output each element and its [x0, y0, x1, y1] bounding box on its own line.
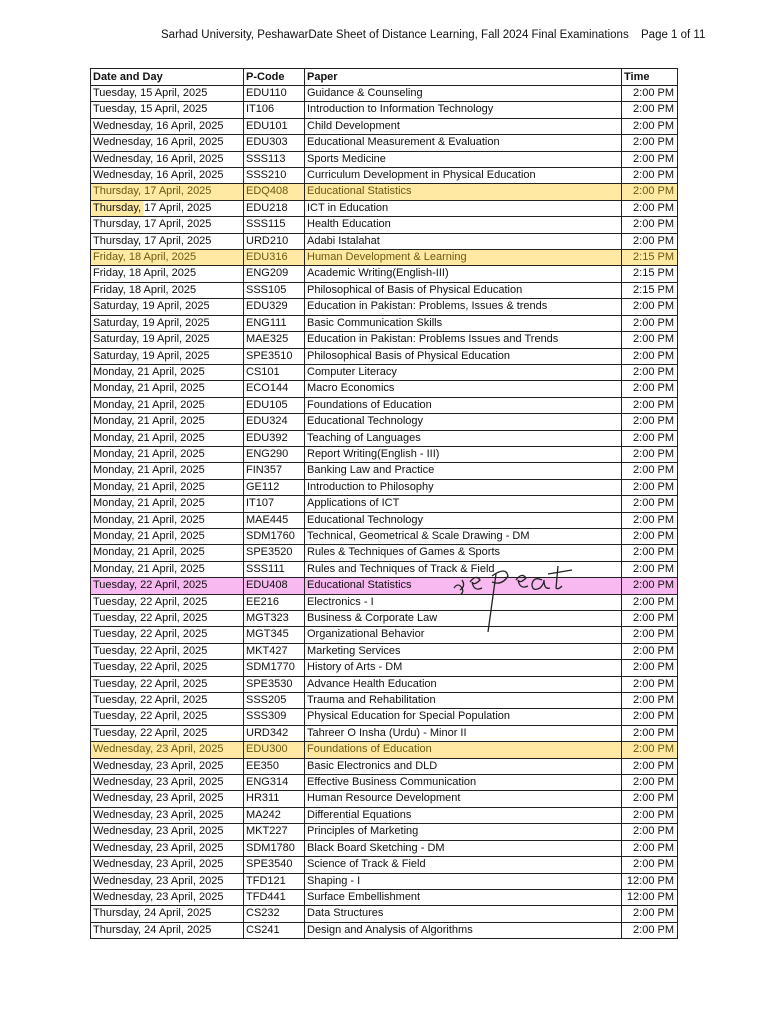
cell-paper: History of Arts - DM	[305, 660, 622, 676]
cell-pcode: SPE3530	[244, 676, 305, 692]
table-row	[91, 184, 678, 200]
table-row	[91, 578, 678, 594]
cell-time: 2:00 PM	[622, 496, 678, 512]
table-row	[91, 906, 678, 922]
cell-time: 2:00 PM	[622, 512, 678, 528]
table-row	[91, 102, 678, 118]
table-row	[91, 545, 678, 561]
table-row	[91, 742, 678, 758]
cell-paper: Educational Technology	[305, 414, 622, 430]
cell-pcode: MKT427	[244, 643, 305, 659]
cell-pcode: SSS210	[244, 168, 305, 184]
cell-pcode: URD210	[244, 233, 305, 249]
cell-pcode: SSS111	[244, 561, 305, 577]
cell-time: 2:00 PM	[622, 676, 678, 692]
cell-pcode: SSS309	[244, 709, 305, 725]
cell-pcode: ENG209	[244, 266, 305, 282]
table-row	[91, 528, 678, 544]
table-row	[91, 315, 678, 331]
table-row	[91, 791, 678, 807]
table-row	[91, 758, 678, 774]
cell-paper: Introduction to Information Technology	[305, 102, 622, 118]
cell-date: Thursday, 17 April, 2025	[91, 184, 244, 200]
cell-paper: Educational Technology	[305, 512, 622, 528]
cell-paper: Physical Education for Special Population	[305, 709, 622, 725]
cell-time: 2:00 PM	[622, 709, 678, 725]
cell-pcode: HR311	[244, 791, 305, 807]
cell-date: Tuesday, 15 April, 2025	[91, 86, 244, 102]
cell-date: Thursday, 17 April, 2025	[91, 217, 244, 233]
cell-pcode: EDU300	[244, 742, 305, 758]
cell-pcode: EE216	[244, 594, 305, 610]
cell-time: 2:00 PM	[622, 611, 678, 627]
cell-pcode: IT106	[244, 102, 305, 118]
cell-pcode: TFD441	[244, 889, 305, 905]
cell-time: 2:00 PM	[622, 545, 678, 561]
table-row	[91, 561, 678, 577]
table-row	[91, 824, 678, 840]
cell-time: 2:00 PM	[622, 414, 678, 430]
cell-time: 2:00 PM	[622, 725, 678, 741]
cell-date: Tuesday, 22 April, 2025	[91, 643, 244, 659]
cell-time: 2:00 PM	[622, 102, 678, 118]
cell-pcode: EDU218	[244, 200, 305, 216]
cell-time: 2:00 PM	[622, 807, 678, 823]
cell-pcode: MA242	[244, 807, 305, 823]
cell-paper: Macro Economics	[305, 381, 622, 397]
table-row	[91, 840, 678, 856]
cell-date: Wednesday, 23 April, 2025	[91, 873, 244, 889]
cell-pcode: SDM1770	[244, 660, 305, 676]
cell-date: Wednesday, 16 April, 2025	[91, 151, 244, 167]
cell-paper: Basic Communication Skills	[305, 315, 622, 331]
cell-date: Wednesday, 23 April, 2025	[91, 807, 244, 823]
cell-paper: Effective Business Communication	[305, 775, 622, 791]
table-row	[91, 118, 678, 134]
cell-date: Wednesday, 16 April, 2025	[91, 118, 244, 134]
cell-paper: Organizational Behavior	[305, 627, 622, 643]
cell-date: Wednesday, 23 April, 2025	[91, 824, 244, 840]
table-row	[91, 627, 678, 643]
cell-date: Tuesday, 22 April, 2025	[91, 594, 244, 610]
cell-date: Saturday, 19 April, 2025	[91, 332, 244, 348]
cell-paper: Report Writing(English - III)	[305, 446, 622, 462]
cell-time: 2:00 PM	[622, 479, 678, 495]
cell-paper: Black Board Sketching - DM	[305, 840, 622, 856]
cell-time: 2:00 PM	[622, 528, 678, 544]
cell-date: Tuesday, 22 April, 2025	[91, 709, 244, 725]
cell-paper: Principles of Marketing	[305, 824, 622, 840]
cell-pcode: EDU329	[244, 299, 305, 315]
cell-paper: Computer Literacy	[305, 364, 622, 380]
cell-time: 2:00 PM	[622, 578, 678, 594]
cell-pcode: GE112	[244, 479, 305, 495]
cell-date: Monday, 21 April, 2025	[91, 479, 244, 495]
table-row	[91, 250, 678, 266]
column-header-paper: Paper	[305, 69, 622, 86]
cell-date: Monday, 21 April, 2025	[91, 381, 244, 397]
table-row	[91, 151, 678, 167]
cell-date: Monday, 21 April, 2025	[91, 496, 244, 512]
cell-paper: Applications of ICT	[305, 496, 622, 512]
table-row	[91, 807, 678, 823]
cell-time: 2:00 PM	[622, 348, 678, 364]
cell-paper: Education in Pakistan: Problems Issues and Trends	[305, 332, 622, 348]
cell-date: Wednesday, 23 April, 2025	[91, 889, 244, 905]
table-row	[91, 463, 678, 479]
cell-date: Saturday, 19 April, 2025	[91, 315, 244, 331]
cell-date: Wednesday, 23 April, 2025	[91, 775, 244, 791]
cell-pcode: EE350	[244, 758, 305, 774]
cell-pcode: EDU316	[244, 250, 305, 266]
cell-date: Monday, 21 April, 2025	[91, 528, 244, 544]
cell-paper: Teaching of Languages	[305, 430, 622, 446]
cell-time: 12:00 PM	[622, 873, 678, 889]
table-row	[91, 512, 678, 528]
cell-date: Tuesday, 22 April, 2025	[91, 627, 244, 643]
cell-time: 2:00 PM	[622, 430, 678, 446]
cell-time: 2:00 PM	[622, 791, 678, 807]
cell-date: Thursday, 24 April, 2025	[91, 922, 244, 938]
table-row	[91, 643, 678, 659]
cell-time: 2:00 PM	[622, 824, 678, 840]
table-row	[91, 446, 678, 462]
table-row	[91, 364, 678, 380]
cell-date: Friday, 18 April, 2025	[91, 282, 244, 298]
cell-paper: Rules & Techniques of Games & Sports	[305, 545, 622, 561]
cell-time: 2:00 PM	[622, 86, 678, 102]
cell-pcode: EDU324	[244, 414, 305, 430]
cell-pcode: CS241	[244, 922, 305, 938]
cell-date: Thursday, 17 April, 2025	[91, 233, 244, 249]
cell-paper: Health Education	[305, 217, 622, 233]
cell-date: Monday, 21 April, 2025	[91, 414, 244, 430]
table-row	[91, 135, 678, 151]
table-row	[91, 299, 678, 315]
cell-paper: Tahreer O Insha (Urdu) - Minor II	[305, 725, 622, 741]
cell-time: 2:00 PM	[622, 660, 678, 676]
cell-time: 12:00 PM	[622, 889, 678, 905]
cell-date: Tuesday, 22 April, 2025	[91, 725, 244, 741]
table-row	[91, 414, 678, 430]
column-header-date: Date and Day	[91, 69, 244, 86]
cell-pcode: MGT345	[244, 627, 305, 643]
table-row	[91, 496, 678, 512]
cell-time: 2:00 PM	[622, 397, 678, 413]
cell-time: 2:00 PM	[622, 906, 678, 922]
cell-pcode: SDM1760	[244, 528, 305, 544]
cell-paper: Basic Electronics and DLD	[305, 758, 622, 774]
cell-pcode: ENG290	[244, 446, 305, 462]
cell-pcode: SPE3540	[244, 857, 305, 873]
cell-time: 2:00 PM	[622, 332, 678, 348]
cell-time: 2:00 PM	[622, 922, 678, 938]
cell-time: 2:00 PM	[622, 135, 678, 151]
cell-paper: Marketing Services	[305, 643, 622, 659]
table-header-row	[91, 69, 678, 86]
table-row	[91, 922, 678, 938]
table-row	[91, 266, 678, 282]
cell-date: Tuesday, 22 April, 2025	[91, 660, 244, 676]
table-row	[91, 725, 678, 741]
table-row	[91, 332, 678, 348]
cell-paper: Technical, Geometrical & Scale Drawing - DM	[305, 528, 622, 544]
cell-pcode: SPE3520	[244, 545, 305, 561]
cell-paper: Foundations of Education	[305, 742, 622, 758]
cell-pcode: ENG314	[244, 775, 305, 791]
cell-paper: Banking Law and Practice	[305, 463, 622, 479]
cell-date: Friday, 18 April, 2025	[91, 266, 244, 282]
cell-paper: Sports Medicine	[305, 151, 622, 167]
cell-pcode: IT107	[244, 496, 305, 512]
table-row	[91, 217, 678, 233]
cell-time: 2:00 PM	[622, 840, 678, 856]
table-row	[91, 611, 678, 627]
cell-time: 2:00 PM	[622, 233, 678, 249]
cell-date: Wednesday, 23 April, 2025	[91, 857, 244, 873]
cell-date: Wednesday, 16 April, 2025	[91, 168, 244, 184]
cell-date: Wednesday, 16 April, 2025	[91, 135, 244, 151]
cell-pcode: EDU392	[244, 430, 305, 446]
cell-date: Saturday, 19 April, 2025	[91, 299, 244, 315]
cell-time: 2:00 PM	[622, 217, 678, 233]
cell-date: Wednesday, 23 April, 2025	[91, 742, 244, 758]
cell-date: Monday, 21 April, 2025	[91, 397, 244, 413]
cell-pcode: SPE3510	[244, 348, 305, 364]
cell-pcode: ENG111	[244, 315, 305, 331]
cell-paper: Electronics - I	[305, 594, 622, 610]
column-header-time: Time	[622, 69, 678, 86]
cell-pcode: CS101	[244, 364, 305, 380]
cell-date: Wednesday, 23 April, 2025	[91, 758, 244, 774]
cell-time: 2:00 PM	[622, 315, 678, 331]
cell-paper: Design and Analysis of Algorithms	[305, 922, 622, 938]
cell-pcode: URD342	[244, 725, 305, 741]
cell-paper: Science of Track & Field	[305, 857, 622, 873]
cell-pcode: EDU101	[244, 118, 305, 134]
cell-pcode: MKT227	[244, 824, 305, 840]
cell-paper: Child Development	[305, 118, 622, 134]
cell-pcode: SDM1780	[244, 840, 305, 856]
cell-date: Tuesday, 22 April, 2025	[91, 578, 244, 594]
cell-pcode: FIN357	[244, 463, 305, 479]
cell-time: 2:00 PM	[622, 381, 678, 397]
cell-paper: Curriculum Development in Physical Education	[305, 168, 622, 184]
cell-paper: Philosophical of Basis of Physical Education	[305, 282, 622, 298]
table-row	[91, 282, 678, 298]
cell-pcode: EDU110	[244, 86, 305, 102]
table-row	[91, 775, 678, 791]
document-title: Sarhad University, PeshawarDate Sheet of Distance Learning, Fall 2024 Final Examinations	[161, 29, 629, 41]
cell-date: Wednesday, 23 April, 2025	[91, 791, 244, 807]
table-row	[91, 857, 678, 873]
cell-time: 2:00 PM	[622, 446, 678, 462]
cell-date: Monday, 21 April, 2025	[91, 512, 244, 528]
cell-time: 2:00 PM	[622, 857, 678, 873]
cell-pcode: ECO144	[244, 381, 305, 397]
cell-paper: ICT in Education	[305, 200, 622, 216]
cell-pcode: TFD121	[244, 873, 305, 889]
cell-pcode: EDQ408	[244, 184, 305, 200]
table-row	[91, 709, 678, 725]
cell-time: 2:00 PM	[622, 775, 678, 791]
cell-pcode: CS232	[244, 906, 305, 922]
cell-time: 2:15 PM	[622, 250, 678, 266]
cell-time: 2:15 PM	[622, 266, 678, 282]
cell-pcode: MGT323	[244, 611, 305, 627]
table-row	[91, 594, 678, 610]
cell-time: 2:00 PM	[622, 693, 678, 709]
table-row	[91, 430, 678, 446]
cell-paper: Guidance & Counseling	[305, 86, 622, 102]
cell-paper: Introduction to Philosophy	[305, 479, 622, 495]
cell-time: 2:15 PM	[622, 282, 678, 298]
cell-paper: Rules and Techniques of Track & Field	[305, 561, 622, 577]
table-row	[91, 693, 678, 709]
cell-date: Monday, 21 April, 2025	[91, 463, 244, 479]
table-row	[91, 660, 678, 676]
cell-time: 2:00 PM	[622, 364, 678, 380]
cell-paper: Educational Statistics	[305, 184, 622, 200]
table-row	[91, 381, 678, 397]
cell-date: Friday, 18 April, 2025	[91, 250, 244, 266]
cell-paper: Human Resource Development	[305, 791, 622, 807]
cell-pcode: SSS105	[244, 282, 305, 298]
cell-paper: Adabi Istalahat	[305, 233, 622, 249]
cell-pcode: SSS115	[244, 217, 305, 233]
column-header-pcode: P-Code	[244, 69, 305, 86]
cell-date: Tuesday, 15 April, 2025	[91, 102, 244, 118]
cell-time: 2:00 PM	[622, 151, 678, 167]
cell-paper: Trauma and Rehabilitation	[305, 693, 622, 709]
cell-time: 2:00 PM	[622, 118, 678, 134]
cell-time: 2:00 PM	[622, 200, 678, 216]
table-row	[91, 168, 678, 184]
cell-time: 2:00 PM	[622, 742, 678, 758]
cell-paper: Data Structures	[305, 906, 622, 922]
cell-date: Monday, 21 April, 2025	[91, 430, 244, 446]
cell-pcode: SSS113	[244, 151, 305, 167]
cell-paper: Academic Writing(English-III)	[305, 266, 622, 282]
cell-date: Thursday, 17 April, 2025	[91, 200, 244, 216]
cell-time: 2:00 PM	[622, 168, 678, 184]
cell-paper: Philosophical Basis of Physical Education	[305, 348, 622, 364]
cell-time: 2:00 PM	[622, 758, 678, 774]
cell-date: Monday, 21 April, 2025	[91, 561, 244, 577]
cell-date: Monday, 21 April, 2025	[91, 446, 244, 462]
table-row	[91, 86, 678, 102]
cell-pcode: EDU105	[244, 397, 305, 413]
cell-paper: Surface Embellishment	[305, 889, 622, 905]
table-row	[91, 676, 678, 692]
cell-time: 2:00 PM	[622, 299, 678, 315]
cell-paper: Shaping - I	[305, 873, 622, 889]
cell-date: Saturday, 19 April, 2025	[91, 348, 244, 364]
cell-paper: Business & Corporate Law	[305, 611, 622, 627]
cell-date: Monday, 21 April, 2025	[91, 364, 244, 380]
cell-pcode: EDU408	[244, 578, 305, 594]
cell-paper: Educational Statistics	[305, 578, 622, 594]
table-row	[91, 397, 678, 413]
cell-date: Tuesday, 22 April, 2025	[91, 611, 244, 627]
cell-paper: Human Development & Learning	[305, 250, 622, 266]
cell-date: Monday, 21 April, 2025	[91, 545, 244, 561]
cell-date: Tuesday, 22 April, 2025	[91, 676, 244, 692]
cell-time: 2:00 PM	[622, 643, 678, 659]
exam-date-sheet-table	[90, 68, 678, 939]
cell-time: 2:00 PM	[622, 561, 678, 577]
table-row	[91, 873, 678, 889]
cell-paper: Educational Measurement & Evaluation	[305, 135, 622, 151]
table-row	[91, 479, 678, 495]
page-number: Page 1 of 11	[641, 29, 706, 41]
cell-time: 2:00 PM	[622, 627, 678, 643]
cell-paper: Differential Equations	[305, 807, 622, 823]
cell-date: Thursday, 24 April, 2025	[91, 906, 244, 922]
cell-time: 2:00 PM	[622, 463, 678, 479]
cell-pcode: MAE445	[244, 512, 305, 528]
cell-time: 2:00 PM	[622, 184, 678, 200]
cell-date: Wednesday, 23 April, 2025	[91, 840, 244, 856]
table-row	[91, 348, 678, 364]
cell-paper: Advance Health Education	[305, 676, 622, 692]
table-row	[91, 889, 678, 905]
cell-time: 2:00 PM	[622, 594, 678, 610]
cell-pcode: MAE325	[244, 332, 305, 348]
table-row	[91, 233, 678, 249]
cell-paper: Education in Pakistan: Problems, Issues & trends	[305, 299, 622, 315]
cell-date: Tuesday, 22 April, 2025	[91, 693, 244, 709]
table-row	[91, 200, 678, 216]
cell-pcode: SSS205	[244, 693, 305, 709]
cell-pcode: EDU303	[244, 135, 305, 151]
cell-paper: Foundations of Education	[305, 397, 622, 413]
